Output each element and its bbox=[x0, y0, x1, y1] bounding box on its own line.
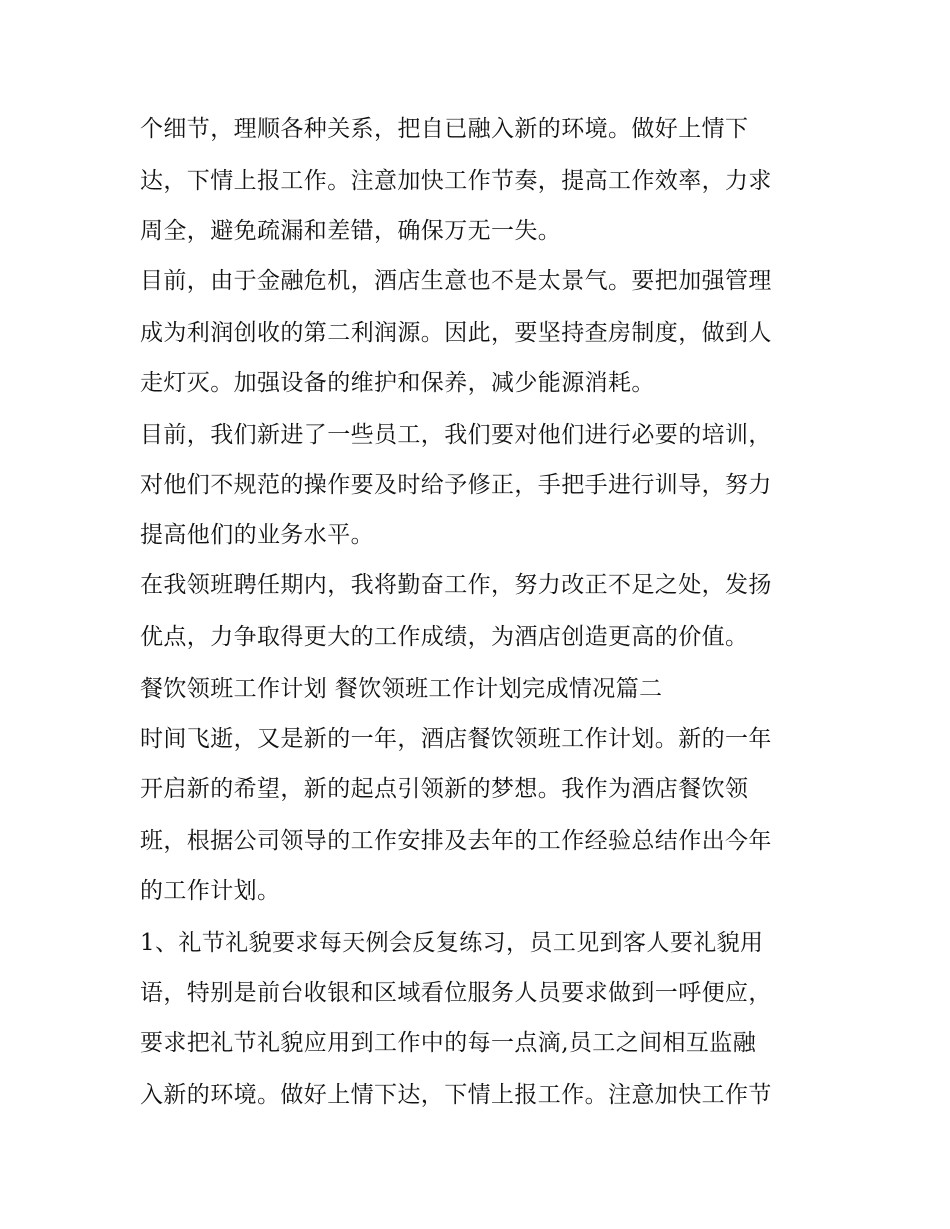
text-line: 优点，力争取得更大的工作成绩，为酒店创造更高的价值。 bbox=[140, 624, 749, 650]
text-line: 周全，避免疏漏和差错，确保万无一失。 bbox=[140, 218, 562, 244]
text-line: 在我领班聘任期内，我将勤奋工作，努力改正不足之处，发扬 bbox=[140, 572, 772, 598]
text-line: 达，下情上报工作。注意加快工作节奏，提高工作效率，力求 bbox=[140, 168, 772, 194]
text-line: 成为利润创收的第二利润源。因此，要坚持查房制度，做到人 bbox=[140, 320, 772, 346]
text-line: 班，根据公司领导的工作安排及去年的工作经验总结作出今年 bbox=[140, 828, 772, 854]
text-line: 语，特别是前台收银和区域看位服务人员要求做到一呼便应， bbox=[140, 980, 772, 1006]
text-line: 目前，我们新进了一些员工，我们要对他们进行必要的培训， bbox=[140, 422, 772, 448]
text-line: 对他们不规范的操作要及时给予修正，手把手进行训导，努力 bbox=[140, 472, 772, 498]
text-line: 个细节，理顺各种关系，把自已融入新的环境。做好上情下 bbox=[140, 116, 749, 142]
text-line: 时间飞逝，又是新的一年，酒店餐饮领班工作计划。新的一年 bbox=[140, 726, 772, 752]
text-line: 入新的环境。做好上情下达，下情上报工作。注意加快工作节 bbox=[140, 1082, 772, 1108]
text-line: 要求把礼节礼貌应用到工作中的每一点滴,员工之间相互监融 bbox=[140, 1030, 757, 1056]
text-line: 开启新的希望，新的起点引领新的梦想。我作为酒店餐饮领 bbox=[140, 776, 749, 802]
text-line: 1、礼节礼貌要求每天例会反复练习，员工见到客人要礼貌用 bbox=[140, 930, 764, 956]
text-line: 提高他们的业务水平。 bbox=[140, 522, 374, 548]
text-line: 走灯灭。加强设备的维护和保养，减少能源消耗。 bbox=[140, 370, 655, 396]
text-line: 目前，由于金融危机，酒店生意也不是太景气。要把加强管理 bbox=[140, 268, 772, 294]
section-heading: 餐饮领班工作计划 餐饮领班工作计划完成情况篇二 bbox=[140, 676, 663, 702]
text-line: 的工作计划。 bbox=[140, 878, 281, 904]
